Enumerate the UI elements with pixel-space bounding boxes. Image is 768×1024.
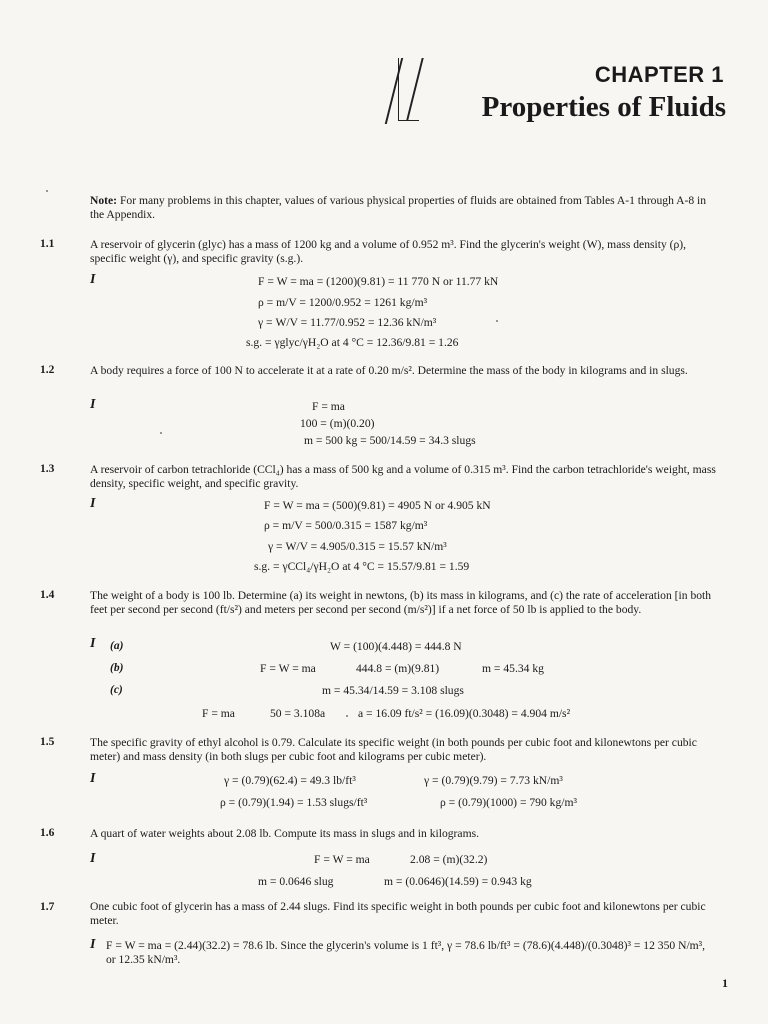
part-label: (c) bbox=[110, 684, 123, 696]
solution-line: s.g. = γglyc/γH₂O at 4 °C = 12.36/9.81 = 1.26 bbox=[246, 336, 459, 349]
solution-line: m = 500 kg = 500/14.59 = 34.3 slugs bbox=[304, 434, 476, 447]
solution-line: m = 45.34/14.59 = 3.108 slugs bbox=[322, 684, 464, 697]
solution-line: γ = W/V = 11.77/0.952 = 12.36 kN/m³ bbox=[258, 316, 437, 329]
solution-line: m = (0.0646)(14.59) = 0.943 kg bbox=[384, 875, 532, 888]
solution-marker: I bbox=[90, 496, 96, 511]
solution-line: 2.08 = (m)(32.2) bbox=[410, 853, 488, 866]
solution-marker: I bbox=[90, 771, 96, 786]
solution-marker: I bbox=[90, 272, 96, 287]
problem-statement: The specific gravity of ethyl alcohol is 0.79. Calculate its specific weight (in both pounds per cubic foot and kilonewtons per cubic meter) and mass density (in both slugs per cubic foot and kilograms per cubic meter). bbox=[90, 736, 697, 763]
chapter-title: Properties of Fluids bbox=[481, 91, 726, 123]
problem-number: 1.2 bbox=[40, 364, 55, 376]
problem-number: 1.7 bbox=[40, 901, 55, 913]
solution-line: 444.8 = (m)(9.81) bbox=[356, 662, 440, 675]
solution-line: 50 = 3.108a bbox=[270, 707, 326, 720]
problem-statement: A reservoir of carbon tetrachloride (CCl₄) has a mass of 500 kg and a volume of 0.315 m³. Find the carbon tetrachloride's weight, mass density, specific weight, and specific gravity. bbox=[90, 463, 716, 490]
page-number: 1 bbox=[722, 976, 728, 990]
solution-line: γ = (0.79)(62.4) = 49.3 lb/ft³ bbox=[224, 774, 356, 787]
solution-line: F = ma bbox=[312, 400, 345, 413]
problem-number: 1.3 bbox=[40, 463, 55, 475]
solution-line: γ = W/V = 4.905/0.315 = 15.57 kN/m³ bbox=[268, 540, 447, 553]
solution-marker: I bbox=[90, 636, 96, 651]
solution-line: ρ = (0.79)(1.94) = 1.53 slugs/ft³ bbox=[220, 796, 368, 809]
problem-number: 1.5 bbox=[40, 736, 55, 748]
problem-statement: One cubic foot of glycerin has a mass of 2.44 slugs. Find its specific weight in both pounds per cubic foot and kilonewtons per cubic meter. bbox=[90, 900, 706, 927]
problem-number: 1.4 bbox=[40, 589, 55, 601]
solution-line: F = W = ma bbox=[314, 853, 370, 866]
solution-line: a = 16.09 ft/s² = (16.09)(0.3048) = 4.904 m/s² bbox=[358, 707, 571, 720]
part-label: (b) bbox=[110, 662, 124, 674]
solution-line: ρ = m/V = 1200/0.952 = 1261 kg/m³ bbox=[258, 296, 428, 309]
solution-marker: I bbox=[90, 851, 96, 866]
problem-statement: A quart of water weights about 2.08 lb. Compute its mass in slugs and in kilograms. bbox=[90, 827, 479, 840]
solution-line: F = W = ma = (500)(9.81) = 4905 N or 4.905 kN bbox=[264, 499, 491, 512]
solution-line: F = W = ma bbox=[260, 662, 316, 675]
chapter-note bbox=[90, 194, 710, 222]
part-label: (a) bbox=[110, 640, 124, 652]
solution-line: ρ = m/V = 500/0.315 = 1587 kg/m³ bbox=[264, 519, 428, 532]
solution-line: γ = (0.79)(9.79) = 7.73 kN/m³ bbox=[424, 774, 563, 787]
solution-line: W = (100)(4.448) = 444.8 N bbox=[330, 640, 462, 653]
solution-line: F = W = ma = (1200)(9.81) = 11 770 N or 11.77 kN bbox=[258, 275, 499, 288]
note-text: For many problems in this chapter, values of various physical properties of fluids are obtained from Tables A-1 through A-8 in the Appendix. bbox=[90, 194, 707, 221]
problem-number: 1.6 bbox=[40, 827, 55, 839]
solution-marker: I bbox=[90, 397, 96, 412]
note-label: Note: bbox=[90, 194, 118, 207]
solution-line: F = ma bbox=[202, 707, 235, 720]
problem-statement: A body requires a force of 100 N to accelerate it at a rate of 0.20 m/s². Determine the mass of the body in kilograms and in slugs. bbox=[90, 364, 688, 377]
chapter-label: CHAPTER 1 bbox=[594, 62, 724, 87]
solution-line: s.g. = γCCl₄/γH₂O at 4 °C = 15.57/9.81 = 1.59 bbox=[254, 560, 470, 573]
solution-marker: I bbox=[90, 937, 96, 952]
problem-statement: A reservoir of glycerin (glyc) has a mass of 1200 kg and a volume of 0.952 m³. Find the glycerin's weight (W), mass density (ρ), specific weight (γ), and specific gravity (s.g.). bbox=[90, 238, 687, 265]
solution-line: m = 0.0646 slug bbox=[258, 875, 334, 888]
problem-statement: The weight of a body is 100 lb. Determine (a) its weight in newtons, (b) its mass in kilograms, and (c) the rate of acceleration [in both feet per second per second (ft/s²) and meters per second per second (m/s²)] if a net force of 50 lb is applied to the body. bbox=[90, 589, 712, 616]
solution-line: m = 45.34 kg bbox=[482, 662, 544, 675]
solution-line: F = W = ma = (2.44)(32.2) = 78.6 lb. Since the glycerin's volume is 1 ft³, γ = 78.6 lb/ft³ = (78.6)(4.448)/(0.3048)³ = 12 350 N/m³, or 12.35 kN/m³. bbox=[106, 939, 706, 966]
problem-number: 1.1 bbox=[40, 238, 55, 250]
solution-line: ρ = (0.79)(1000) = 790 kg/m³ bbox=[440, 796, 577, 809]
solution-line: 100 = (m)(0.20) bbox=[300, 417, 375, 430]
